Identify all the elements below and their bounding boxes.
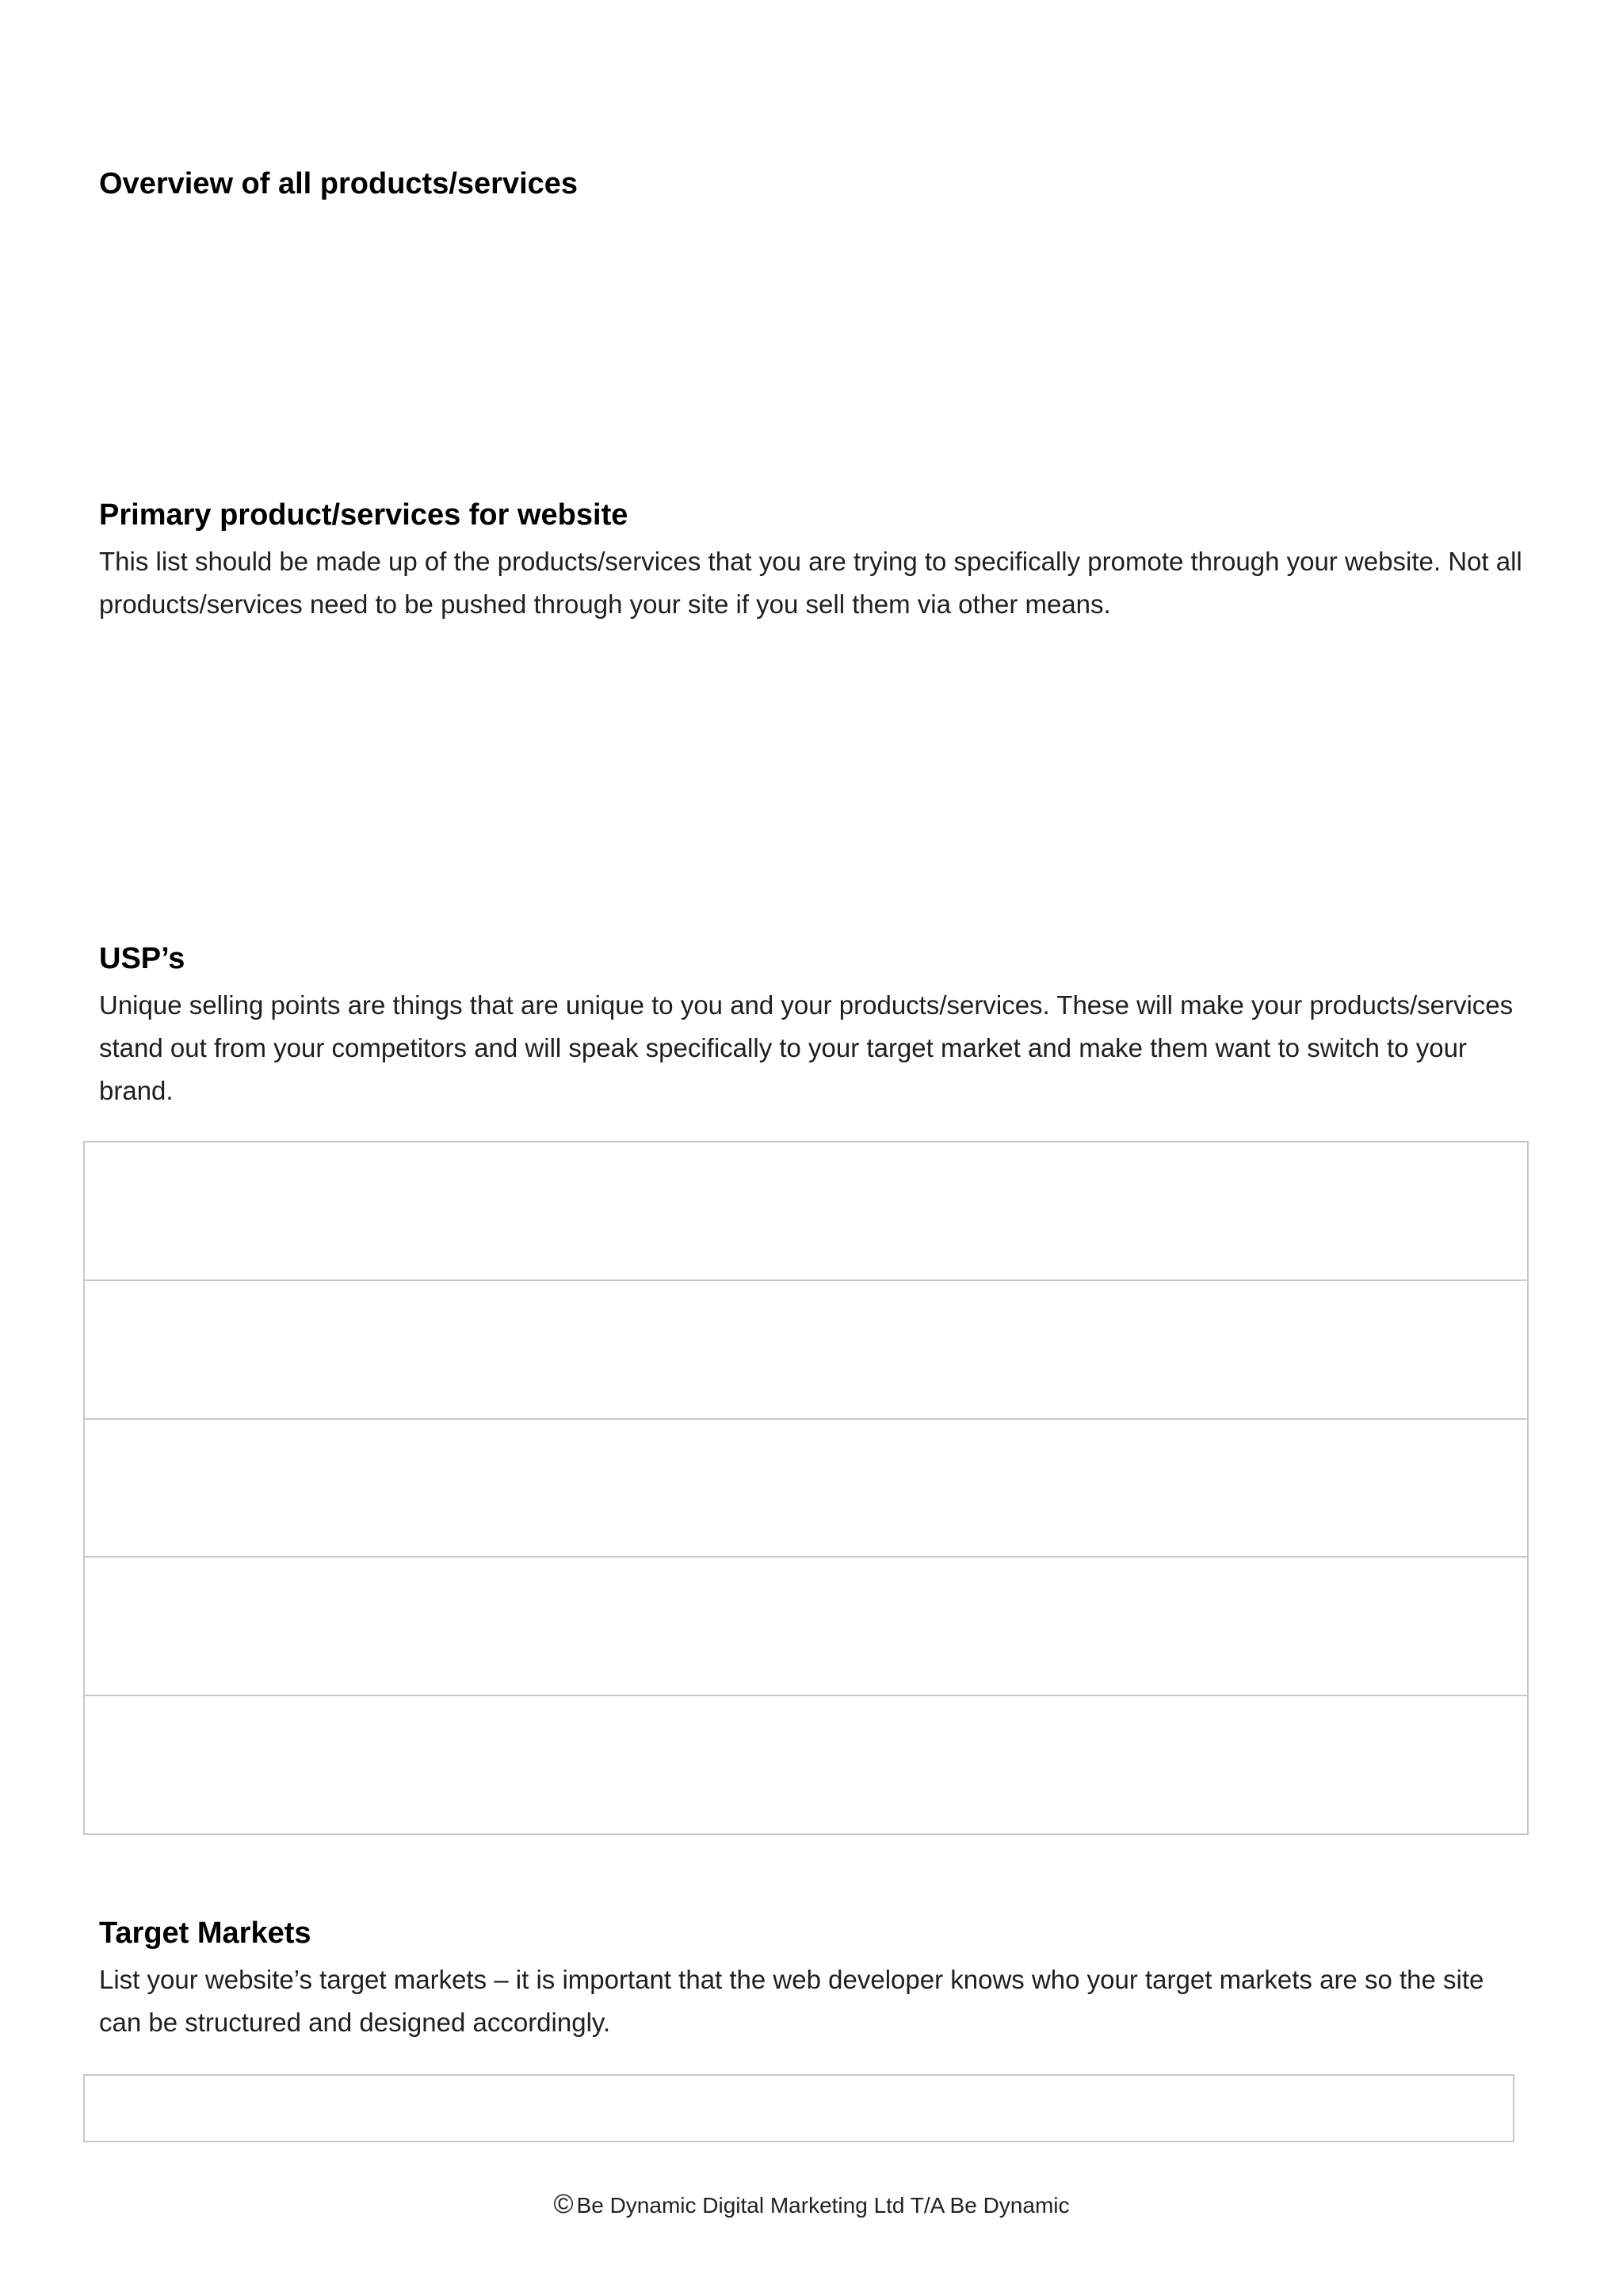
target-markets-description: List your website’s target markets – it is important that the web developer knows who your target markets are so the site can be structured and designed accordingly. xyxy=(99,1965,1484,2037)
primary-products-heading: Primary product/services for website xyxy=(99,498,628,532)
primary-products-description: This list should be made up of the products/services that you are trying to specifically promote through your website. Not all products/services need to be pushed through your site if you sell them via other means. xyxy=(99,547,1522,619)
usps-table xyxy=(83,1141,1529,1835)
target-markets-heading: Target Markets xyxy=(99,1917,311,1950)
usp-row-3[interactable] xyxy=(85,1420,1527,1558)
usps-heading: USP’s xyxy=(99,942,185,975)
usp-row-5[interactable] xyxy=(85,1696,1527,1833)
footer-text: Be Dynamic Digital Marketing Ltd T/A Be Dynamic xyxy=(576,2193,1070,2218)
usp-row-2[interactable] xyxy=(85,1281,1527,1420)
usp-row-4[interactable] xyxy=(85,1558,1527,1696)
usps-description: Unique selling points are things that are unique to you and your products/services. These will make your products/services stand out from your competitors and will speak specifically to your target market and make them want to switch to your brand. xyxy=(99,990,1514,1105)
target-markets-field[interactable] xyxy=(83,2074,1514,2142)
usp-row-1[interactable] xyxy=(85,1142,1527,1281)
footer xyxy=(0,2188,1623,2222)
overview-heading: Overview of all products/services xyxy=(99,167,579,200)
copyright-icon: © xyxy=(553,2189,574,2219)
